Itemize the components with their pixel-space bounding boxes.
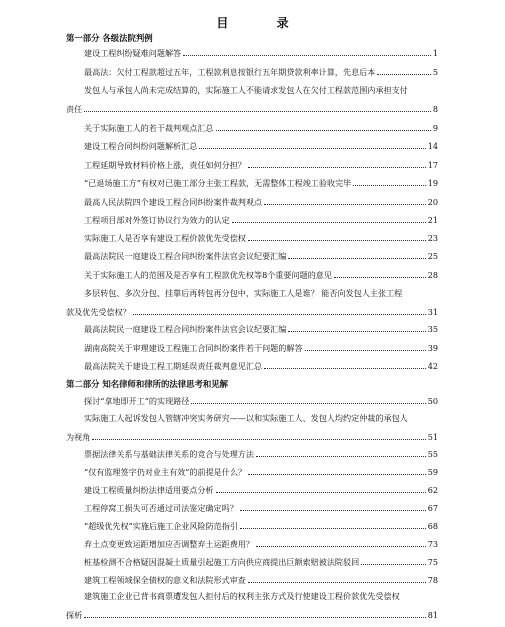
toc-entry[interactable] xyxy=(66,413,438,442)
leader-dots xyxy=(92,439,425,440)
toc-entry-page: 42 xyxy=(427,361,438,371)
toc-entry-title: 建设工程质量纠纷法律适用要点分析 xyxy=(84,485,214,495)
toc-entry-page: 25 xyxy=(427,251,438,261)
part2-heading: 第二部分 知名律师和律所的法律思考和见解 xyxy=(66,379,229,389)
toc-entry[interactable] xyxy=(66,251,438,261)
toc-entry-page: 31 xyxy=(427,307,438,317)
toc-entry-page: 35 xyxy=(427,324,438,334)
toc-entry[interactable] xyxy=(66,575,438,585)
toc-entry[interactable] xyxy=(66,270,438,280)
toc-entry-title: 最高法院民一庭建设工程合同纠纷案件法官会议纪要汇编 xyxy=(84,251,287,261)
toc-entry-title: 工程延期导致材料价格上涨，责任如何分担？ xyxy=(84,160,246,170)
toc-entry[interactable] xyxy=(66,324,438,334)
toc-entry-page: 23 xyxy=(427,233,438,243)
toc-entry[interactable] xyxy=(66,67,438,77)
leader-dots xyxy=(199,148,425,149)
leader-dots xyxy=(183,55,431,56)
toc-entry-title: 最高法：欠付工程款超过五年，工程款利息按银行五年期贷款利率计算，先息后本 xyxy=(84,67,376,77)
toc-entry-title: “已退场施工方”有权对已施工部分主张工程款，无需整体工程竣工验收完毕 xyxy=(84,178,352,188)
toc-entry-title: “仅有监理签字仍对业主有效”的前提是什么？ xyxy=(84,467,247,477)
leader-dots xyxy=(264,368,426,369)
toc-entry-page: 73 xyxy=(427,539,438,549)
leader-dots xyxy=(84,617,425,618)
leader-dots xyxy=(264,204,426,205)
toc-entry-title: 桩基检测不合格疑因混凝土质量引起施工方向供应商提出巨额索赔被法院驳回 xyxy=(84,557,360,567)
toc-entry-title: 建设工程合同纠纷问题解析汇总 xyxy=(84,141,198,151)
toc-entry-title-line2: 款及优先受偿权？ xyxy=(66,307,131,317)
toc-entry-title-line1: 实际施工人起诉发包人管辖冲突实务研究——以和实际施工人、发包人均约定仲裁的承包人 xyxy=(84,413,408,423)
toc-entry-title-line1: 发包人与承包人尚未完成结算的，实际施工人不能请求发包人在欠付工程款范围内承担支付 xyxy=(84,85,408,95)
toc-entry-page: 50 xyxy=(427,396,438,406)
toc-entry-title: “超级优先权”实施后施工企业风险防范指引 xyxy=(84,521,238,531)
toc-entry-page: 17 xyxy=(427,160,438,170)
toc-entry-title: 探讨“拿地即开工”的实现路径 xyxy=(84,396,190,406)
leader-dots xyxy=(216,492,426,493)
toc-entry[interactable] xyxy=(66,197,438,207)
toc-entry-title: 湖南高院关于审理建设工程施工合同纠纷案件若干问题的解答 xyxy=(84,343,303,353)
toc-entry[interactable] xyxy=(66,178,438,188)
toc-entry-title: 最高法院关于建设工程工期延误责任裁判意见汇总 xyxy=(84,361,263,371)
leader-dots xyxy=(353,185,425,186)
toc-entry[interactable] xyxy=(66,123,438,133)
toc-entry-title: 弃土点变更致运距增加应否调整弃土运距费用？ xyxy=(84,539,254,549)
toc-entry[interactable] xyxy=(66,503,438,513)
toc-entry-page: 55 xyxy=(427,449,438,459)
leader-dots xyxy=(232,222,426,223)
toc-entry-title: 工程项目部对外签订协议行为效力的认定 xyxy=(84,215,230,225)
toc-entry-page: 1 xyxy=(432,48,438,58)
toc-entry-title-line2: 为视角 xyxy=(66,432,91,442)
leader-dots xyxy=(133,314,426,315)
leader-dots xyxy=(248,167,426,168)
toc-entry-title: 最高人民法院四个建设工程合同纠纷案件裁判观点 xyxy=(84,197,263,207)
toc-entry-page: 67 xyxy=(427,503,438,513)
toc-entry[interactable] xyxy=(66,48,438,58)
leader-dots xyxy=(216,130,431,131)
toc-entry-title: 关于实际施工人的若干裁判观点汇总 xyxy=(84,123,214,133)
toc-entry-page: 81 xyxy=(427,610,438,620)
leader-dots xyxy=(84,111,431,112)
toc-entry-page: 14 xyxy=(427,141,438,151)
leader-dots xyxy=(288,331,425,332)
toc-entry[interactable] xyxy=(66,449,438,459)
toc-entry[interactable] xyxy=(66,141,438,151)
toc-entry-page: 68 xyxy=(427,521,438,531)
toc-entry-page: 75 xyxy=(427,557,438,567)
leader-dots xyxy=(240,528,426,529)
leader-dots xyxy=(248,240,426,241)
toc-entry[interactable] xyxy=(66,396,438,406)
toc-entry-page: 78 xyxy=(427,575,438,585)
leader-dots xyxy=(191,403,425,404)
toc-entry-page: 28 xyxy=(427,270,438,280)
toc-entry-title-line2: 责任 xyxy=(66,104,83,114)
toc-entry-page: 19 xyxy=(427,178,438,188)
toc-entry-title: 最高法院民一庭建设工程合同纠纷案件法官会议纪要汇编 xyxy=(84,324,287,334)
toc-entry[interactable] xyxy=(66,160,438,170)
toc-entry[interactable] xyxy=(66,361,438,371)
toc-entry[interactable] xyxy=(66,215,438,225)
toc-entry-title-line2: 探析 xyxy=(66,610,83,620)
toc-entry-title-line1: 建筑施工企业已背书商票遭发包人拒付后的权利主张方式及行使建设工程价款优先受偿权 xyxy=(84,591,400,601)
leader-dots xyxy=(256,546,426,547)
leader-dots xyxy=(288,258,425,259)
toc-entry[interactable] xyxy=(66,288,438,317)
toc-entry-page: 51 xyxy=(427,432,438,442)
toc-entry-title-line1: 多层转包、多次分包、挂靠后再转包再分包中，实际施工人是谁？ 能否向发包人主张工程 xyxy=(84,288,403,298)
toc-entry[interactable] xyxy=(66,557,438,567)
toc-entry-page: 5 xyxy=(432,67,438,77)
toc-entry-page: 39 xyxy=(427,343,438,353)
toc-entry[interactable] xyxy=(66,485,438,495)
toc-entry[interactable] xyxy=(66,591,438,620)
toc-entry-page: 62 xyxy=(427,485,438,495)
toc-entry-title: 建设工程纠纷疑难问题解答 xyxy=(84,48,182,58)
toc-entry[interactable] xyxy=(66,85,438,114)
toc-entry-title: 建筑工程领域保全债权的意义和法院形式审查 xyxy=(84,575,246,585)
toc-entry-page: 8 xyxy=(432,104,438,114)
leader-dots xyxy=(334,277,426,278)
toc-entry[interactable] xyxy=(66,539,438,549)
part1-heading: 第一部分 各级法院判例 xyxy=(66,33,153,43)
toc-title: 目 录 xyxy=(216,16,311,30)
toc-entry-page: 9 xyxy=(432,123,438,133)
toc-entry[interactable] xyxy=(66,521,438,531)
leader-dots xyxy=(305,350,426,351)
leader-dots xyxy=(361,564,425,565)
leader-dots xyxy=(377,74,430,75)
toc-entry[interactable] xyxy=(66,343,438,353)
leader-dots xyxy=(256,456,426,457)
toc-entry-title: 实际施工人是否享有建设工程价款优先受偿权 xyxy=(84,233,246,243)
leader-dots xyxy=(248,474,426,475)
toc-entry-page: 20 xyxy=(427,197,438,207)
toc-entry-page: 59 xyxy=(427,467,438,477)
leader-dots xyxy=(248,582,426,583)
leader-dots xyxy=(240,510,426,511)
toc-entry[interactable] xyxy=(66,467,438,477)
toc-entry-title: 票据法律关系与基础法律关系的竞合与处理方法 xyxy=(84,449,254,459)
toc-entry-title: 关于实际施工人的范围及是否享有工程款优先权等8个重要问题的意见 xyxy=(84,270,332,280)
toc-entry[interactable] xyxy=(66,233,438,243)
toc-entry-title: 工程停窝工损失可否通过司法鉴定确定吗？ xyxy=(84,503,238,513)
toc-entry-page: 21 xyxy=(427,215,438,225)
